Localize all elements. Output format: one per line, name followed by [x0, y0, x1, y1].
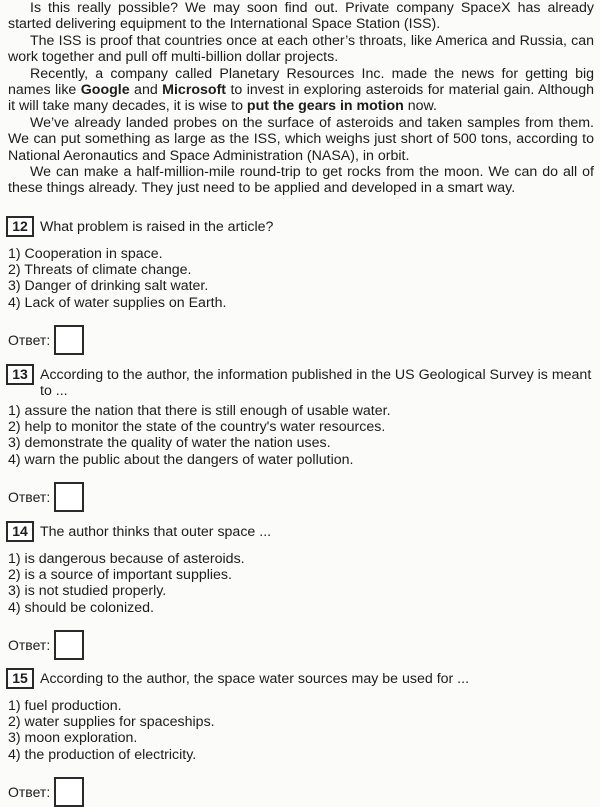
question-text: What problem is raised in the article? — [40, 219, 274, 235]
answer-box-15[interactable] — [54, 777, 84, 807]
option-item: 2) is a source of important supplies. — [8, 567, 232, 584]
answer-label: Ответ: — [8, 636, 51, 653]
option-item: 3) is not studied properly. — [8, 583, 167, 600]
answer-box-12[interactable] — [54, 325, 84, 355]
answer-label: Ответ: — [8, 783, 51, 800]
passage-paragraph-5: We can make a half-million-mile round-trip to get rocks from the moon. We can do all of these things already. They just need to be applied and developed in a smart way. — [8, 164, 594, 197]
option-item: 4) should be colonized. — [8, 599, 154, 616]
options-list — [8, 698, 594, 763]
question-14 — [6, 521, 594, 660]
bold-microsoft: Microsoft — [162, 82, 227, 99]
question-number: 13 — [6, 364, 34, 385]
question-text: According to the author, the information published in the US Geological Survey is meant to ... — [40, 367, 592, 399]
option-item: 1) assure the nation that there is still enough of usable water. — [8, 403, 391, 419]
option-item: 2) water supplies for spaceships. — [8, 714, 215, 731]
answer-box-13[interactable] — [54, 482, 84, 512]
options-list — [8, 246, 594, 311]
question-number: 14 — [6, 521, 34, 542]
question-12 — [6, 216, 594, 355]
question-text: The author thinks that outer space ... — [40, 524, 272, 540]
options-list — [8, 403, 594, 468]
passage-paragraph-2: The ISS is proof that countries once at each other’s throats, like America and Russia, can work together and pull off multi-billion dollar projects. — [8, 32, 594, 66]
answer-label: Ответ: — [8, 488, 51, 505]
question-15 — [6, 668, 594, 807]
option-item: 4) the production of electricity. — [8, 746, 197, 763]
passage-paragraph-1: Is this really possible? We may soon find out. Private company SpaceX has already started delivering equipment to the International Space Station (ISS). — [8, 0, 594, 33]
question-13 — [6, 364, 594, 512]
options-list — [8, 551, 594, 616]
passage-paragraph-4: We’ve already landed probes on the surface of asteroids and taken samples from them. We can put something as large as the ISS, which weighs just short of 500 tons, according to National Aeronautics and Space Administration (NASA), in orbit. — [8, 114, 594, 164]
option-item: 4) warn the public about the dangers of water pollution. — [8, 451, 354, 468]
option-item: 3) Danger of drinking salt water. — [8, 278, 209, 295]
option-item: 1) is dangerous because of asteroids. — [8, 551, 245, 567]
answer-box-14[interactable] — [54, 630, 84, 660]
answer-label: Ответ: — [8, 331, 51, 348]
reading-passage — [0, 0, 600, 197]
option-item: 4) Lack of water supplies on Earth. — [8, 294, 227, 311]
option-item: 2) Threats of climate change. — [8, 262, 192, 279]
passage-paragraph-3: Recently, a company called Planetary Resources Inc. made the news for getting big names like Google and Microsoft to invest in exploring asteroids for material gain. Although it will take many decades, it is wise to put the gears in motion now. — [8, 65, 595, 115]
question-text: According to the author, the space water sources may be used for ... — [40, 671, 470, 687]
option-item: 1) fuel production. — [8, 698, 122, 714]
bold-google: Google — [80, 82, 130, 99]
option-item: 1) Cooperation in space. — [8, 246, 163, 262]
option-item: 3) moon exploration. — [8, 730, 138, 747]
question-number: 15 — [6, 668, 34, 689]
bold-gears-phrase: put the gears in motion — [246, 98, 404, 115]
option-item: 2) help to monitor the state of the country's water resources. — [8, 419, 386, 436]
option-item: 3) demonstrate the quality of water the nation uses. — [8, 435, 331, 452]
question-number: 12 — [6, 216, 34, 237]
